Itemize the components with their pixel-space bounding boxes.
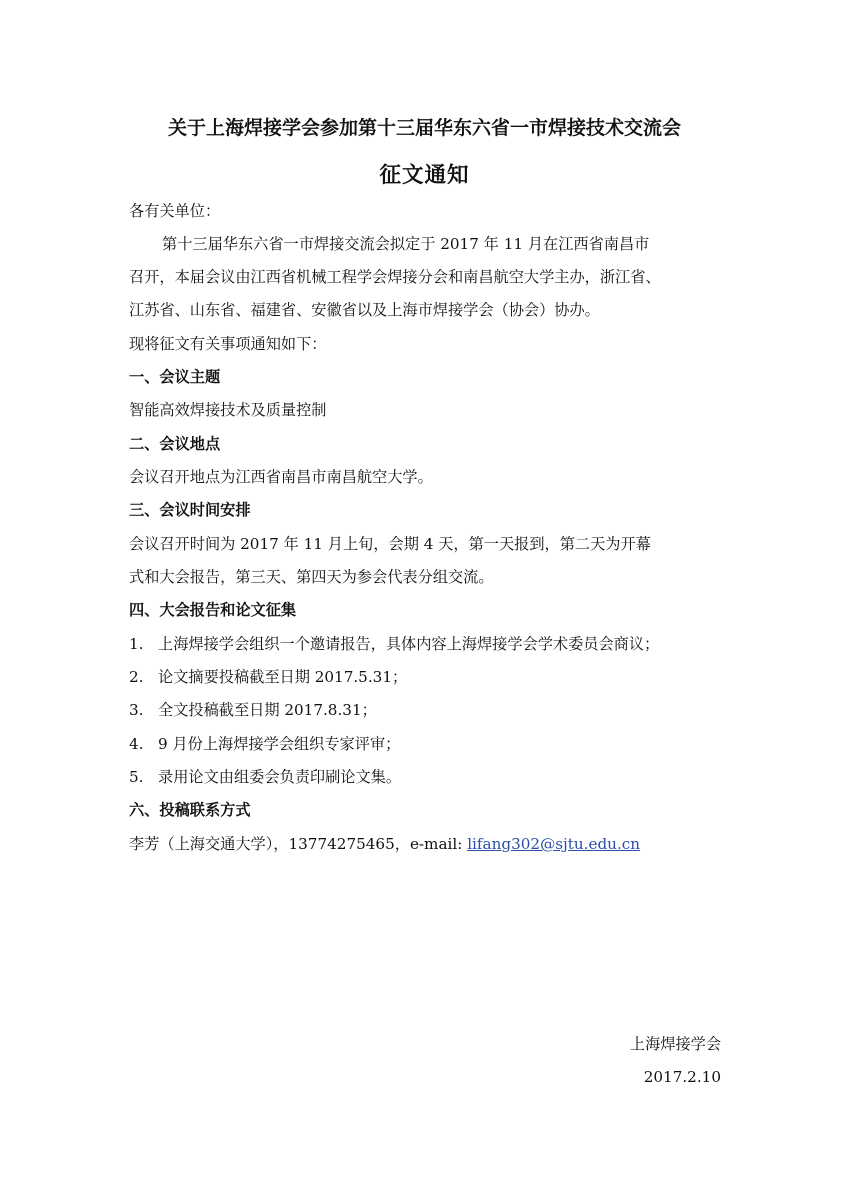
email-link[interactable]: lifang302@sjtu.edu.cn	[467, 835, 641, 853]
intro-line-1: 第十三届华东六省一市焊接交流会拟定于 2017 年 11 月在江西省南昌市	[162, 235, 650, 253]
section-1-heading: 一、会议主题	[129, 368, 221, 386]
section-2-heading: 二、会议地点	[129, 435, 221, 453]
list-item-number: 4.	[129, 735, 144, 753]
list-item-number: 5.	[129, 768, 144, 786]
list-item-text: 上海焊接学会组织一个邀请报告，具体内容上海焊接学会学术委员会商议；	[158, 635, 660, 653]
list-item	[129, 667, 407, 687]
intro-line-4: 现将征文有关事项通知如下：	[129, 335, 327, 353]
section-3-heading: 三、会议时间安排	[129, 501, 251, 519]
intro-line-3: 江苏省、山东省、福建省、安徽省以及上海市焊接学会（协会）协办。	[129, 301, 600, 319]
list-item-text: 论文摘要投稿截至日期 2017.5.31；	[158, 668, 408, 686]
list-item-text: 录用论文由组委会负责印刷论文集。	[158, 768, 401, 786]
list-item	[129, 767, 401, 787]
contact-line	[129, 834, 640, 854]
signature-org: 上海焊接学会	[629, 1035, 721, 1053]
section-6-heading: 六、投稿联系方式	[129, 801, 251, 819]
list-item-number: 3.	[129, 701, 144, 719]
document-subtitle: 征文通知	[379, 163, 470, 188]
list-item-number: 1.	[129, 635, 144, 653]
section-2-text: 会议召开地点为江西省南昌市南昌航空大学。	[129, 468, 433, 486]
signature-date: 2017.2.10	[643, 1068, 721, 1086]
list-item	[129, 700, 377, 720]
salutation: 各有关单位：	[129, 202, 221, 220]
section-3-line-2: 式和大会报告，第三天、第四天为参会代表分组交流。	[129, 568, 494, 586]
list-item-number: 2.	[129, 668, 144, 686]
list-item-text: 9 月份上海焊接学会组织专家评审；	[158, 735, 401, 753]
list-item	[129, 634, 659, 654]
section-1-text: 智能高效焊接技术及质量控制	[129, 401, 327, 419]
list-item-text: 全文投稿截至日期 2017.8.31；	[158, 701, 377, 719]
intro-line-2: 召开，本届会议由江西省机械工程学会焊接分会和南昌航空大学主办，浙江省、	[129, 268, 661, 286]
section-3-line-1: 会议召开时间为 2017 年 11 月上旬，会期 4 天，第一天报到，第二天为开幕	[129, 535, 651, 553]
contact-text: 李芳（上海交通大学），13774275465，e-mail:	[129, 835, 468, 853]
document-title: 关于上海焊接学会参加第十三届华东六省一市焊接技术交流会	[167, 117, 681, 139]
section-4-heading: 四、大会报告和论文征集	[129, 601, 297, 619]
list-item	[129, 734, 400, 754]
